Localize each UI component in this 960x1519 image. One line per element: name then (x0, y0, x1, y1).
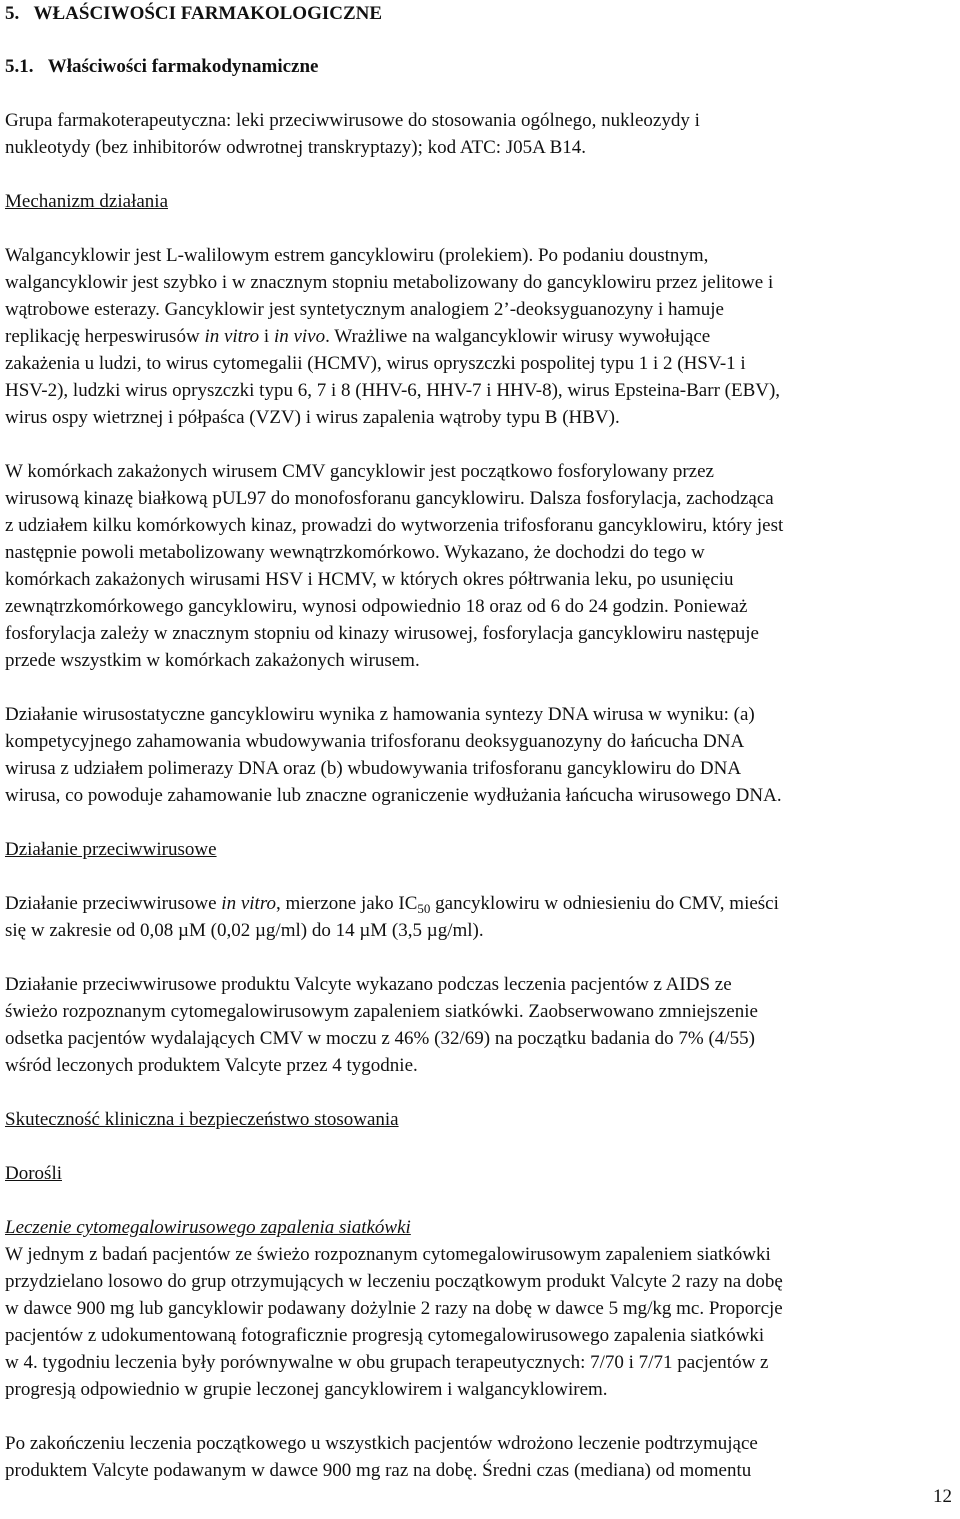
valcyte-paragraph: Działanie przeciwwirusowe produktu Valcyte wykazano podczas leczenia pacjentów z AIDS ze świeżo rozpoznanym cytomegalowirusowym zapaleniem siatkówki. Zaobserwowano zmniejszenie odsetka pacjentów wydalających CMV w moczu z 46% (32/69) na początku badania do 7% (4/55) wśród leczonych produktem Valcyte przez 4 tygodnie. (5, 974, 758, 1076)
antiviral-heading: Działanie przeciwwirusowe (5, 839, 217, 860)
adults-heading: Dorośli (5, 1163, 62, 1184)
cmv-phosphorylation-paragraph: W komórkach zakażonych wirusem CMV gancyklowir jest początkowo fosforylowany przez wirusową kinazę białkową pUL97 do monofosforanu gancyklowiru. Dalsza fosforylacja, zachodząca z udziałem kilku komórkowych kinaz, prowadzi do wytworzenia trifosforanu gancyklowiru, który jest następnie powoli metabolizowany wewnątrzkomórkowo. Wykazano, że dochodzi do tego w komórkach zakażonych wirusami HSV i HCMV, w których okres półtrwania leku, po usunięciu zewnątrzkomórkowego gancyklowiru, wynosi odpowiednio 18 oraz od 6 do 24 godzin. Ponieważ fosforylacja zależy w znacznym stopniu od kinazy wirusowej, fosforylacja gancyklowiru następuje przede wszystkim w komórkach zakażonych wirusem. (5, 461, 784, 671)
section-heading: 5. WŁAŚCIWOŚCI FARMAKOLOGICZNE (5, 3, 383, 24)
maintenance-paragraph: Po zakończeniu leczenia początkowego u wszystkich pacjentów wdrożono leczenie podtrzymujące produktem Valcyte podawanym w dawce 900 mg raz na dobę. Średni czas (mediana) od momentu (5, 1433, 758, 1481)
efficacy-heading: Skuteczność kliniczna i bezpieczeństwo stosowania (5, 1109, 399, 1130)
mechanism-paragraph: Walgancyklowir jest L-walilowym estrem gancyklowiru (prolekiem). Po podaniu doustnym, walgancyklowir jest szybko i w znacznym stopniu metabolizowany do gancyklowiru przez jelitowe i wątrobowe esterazy. Gancyklowir jest syntetycznym analogiem 2’-deoksyguanozyny i hamuje replikację herpeswirusów in vitro i in vivo. Wrażliwe na walgancyklowir wirusy wywołujące zakażenia u ludzi, to wirus cytomegalii (HCMV), wirus opryszczki pospolitej typu 1 i 2 (HSV-1 i HSV-2), ludzki wirus opryszczki typu 6, 7 i 8 (HHV-6, HHV-7 i HHV-8), wirus Epsteina-Barr (EBV), wirus ospy wietrznej i półpaśca (VZV) i wirus zapalenia wątroby typu B (HBV). (5, 245, 781, 428)
antiviral-paragraph: Działanie przeciwwirusowe in vitro, mierzone jako $IC_{50}$ gancyklowiru w odniesieniu do CMV, mieści się w zakresie od 0,08 µM (0,02 µg/ml) do 14 µM (3,5 µg/ml). (5, 893, 779, 941)
page-number: 12 (933, 1486, 952, 1507)
virostatic-paragraph: Działanie wirusostatyczne gancyklowiru wynika z hamowania syntezy DNA wirusa w wyniku: (a) kompetycyjnego zahamowania wbudowywania trifosforanu deoksyguanozyny do łańcucha DNA wirusa z udziałem polimerazy DNA oraz (b) wbudowywania trifosforanu gancyklowiru do DNA wirusa, co powoduje zahamowanie lub znaczne ograniczenie wydłużania łańcucha wirusowego DNA. (5, 704, 782, 806)
retinitis-heading: Leczenie cytomegalowirusowego zapalenia siatkówki (5, 1217, 411, 1238)
subsection-heading: 5.1. Właściwości farmakodynamiczne (5, 56, 319, 77)
mechanism-heading: Mechanizm działania (5, 191, 169, 212)
retinitis-paragraph: W jednym z badań pacjentów ze świeżo rozpoznanym cytomegalowirusowym zapaleniem siatkówki przydzielano losowo do grup otrzymujących w leczeniu początkowym produkt Valcyte 2 razy na dobę w dawce 900 mg lub gancyklowir podawany dożylnie 2 razy na dobę w dawce 5 mg/kg mc. Proporcje pacjentów z udokumentowaną fotograficznie progresją cytomegalowirusowego zapalenia siatkówki w 4. tygodniu leczenia były porównywalne w obu grupach terapeutycznych: 7/70 i 7/71 pacjentów z progresją odpowiednio w grupie leczonej gancyklowirem i walgancyklowirem. (5, 1244, 783, 1400)
document-page (5, 0, 953, 1484)
pharmacotherapeutic-group: Grupa farmakoterapeutyczna: leki przeciwwirusowe do stosowania ogólnego, nukleozydy i nukleotydy (bez inhibitorów odwrotnej transkryptazy); kod ATC: J05A B14. (5, 110, 700, 158)
